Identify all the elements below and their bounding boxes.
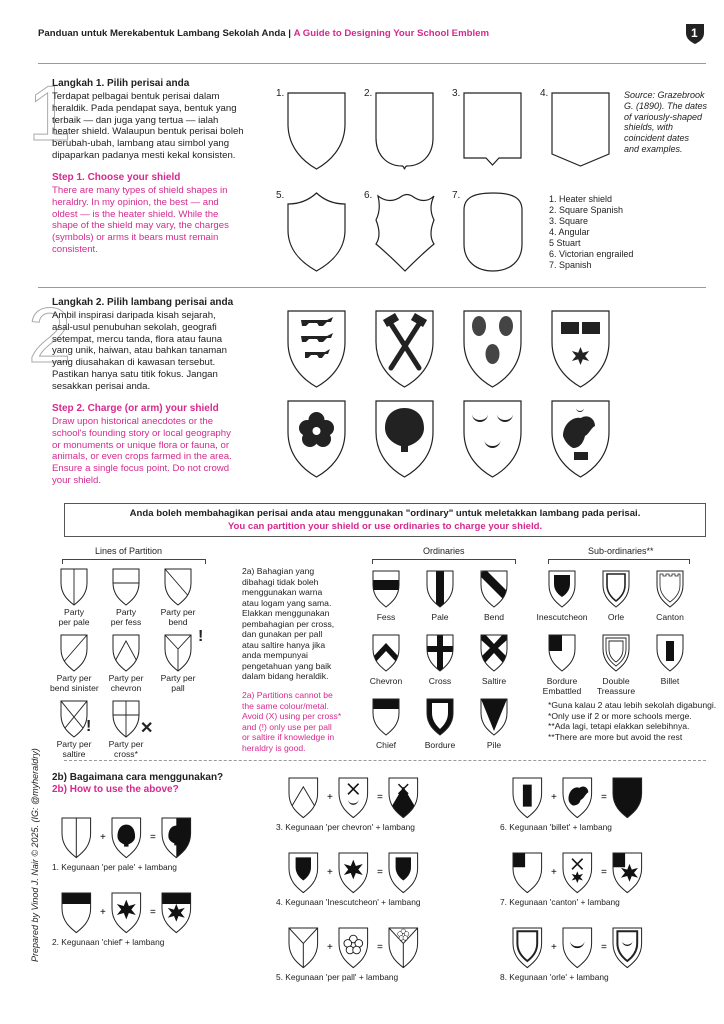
subordinaries-note xyxy=(548,700,716,742)
example-result-shield-3 xyxy=(389,778,418,822)
step2-body-ms-line: sesakkan perisai anda. xyxy=(52,380,151,392)
partition-label: Party per fess xyxy=(110,607,142,627)
step1-body-en-line: heraldry. In my opinion, the best — and xyxy=(52,196,219,208)
subordinary-shield-6 xyxy=(657,635,683,671)
step2-body-en-line: Ensure a single focus point. Do not crowd xyxy=(52,463,230,475)
shield-number-1: 1. xyxy=(276,88,285,99)
partition-note-en-line: Avoid (X) using per cross* xyxy=(242,711,342,721)
square-spanish-shield-shape xyxy=(375,92,435,170)
ordinary-shield-2 xyxy=(427,571,453,611)
step2-body-ms-line: yang unik, haiwan, atau bahkan tanaman xyxy=(52,345,227,357)
example-base-shield-4 xyxy=(289,853,318,893)
subordinary-label: Billet xyxy=(660,676,680,686)
example-base-shield-1 xyxy=(62,818,91,862)
partition-shield-2 xyxy=(113,569,139,605)
brand-logo-number: 1 xyxy=(691,26,698,40)
wheat-sheaves-shield xyxy=(463,310,523,390)
shield-legend-item-line: 5 Stuart xyxy=(549,238,581,248)
subordinaries-note-line: **There are more but avoid the rest xyxy=(548,731,683,742)
partition-note-ms-line: Elakkan menggunakan xyxy=(242,608,330,618)
partition-shield-3 xyxy=(165,569,191,605)
equals-sign: = xyxy=(601,792,607,803)
book-and-sun-shield xyxy=(551,310,611,390)
step2-body-ms-line: Pastikan hanya satu titik fokus. Jangan xyxy=(52,368,218,380)
partition-note-ms-line: 2a) Bahagian yang xyxy=(242,566,315,576)
ordinary-label: Pile xyxy=(486,740,502,750)
example-label: 8. Kegunaan 'orle' + lambang xyxy=(500,972,609,982)
partition-note-ms xyxy=(242,566,334,682)
plus-sign: + xyxy=(100,832,106,843)
page-header xyxy=(38,28,489,39)
subordinaries-note-line: *Only use if 2 or more schools merge. xyxy=(548,710,692,721)
plus-sign: + xyxy=(327,942,333,953)
example-charge-shield-7 xyxy=(563,853,592,893)
shield-source-line: shields, with xyxy=(624,122,674,133)
step2-body-ms xyxy=(52,310,227,393)
ordinary-shield-6 xyxy=(479,633,509,671)
example-label: 3. Kegunaan 'per chevron' + lambang xyxy=(276,822,415,832)
step1-body-en-line: shape of the shield may vary, the charges xyxy=(52,220,229,232)
step1-divider xyxy=(38,287,706,288)
partition-note-ms-line: atau saltire hanya jika xyxy=(242,639,326,650)
step1-body-en-line: There are many types of shield shapes in xyxy=(52,185,228,196)
example-charge-shield-1 xyxy=(112,818,141,858)
banner-text-ms: Anda boleh membahagikan perisai anda atau menggunakan "ordinary" untuk meletakkan lambang pada perisai. xyxy=(129,508,641,519)
header-separator: | xyxy=(288,28,291,39)
step1-number: 1 xyxy=(28,69,72,157)
shield-legend-item-line: 2. Square Spanish xyxy=(549,205,624,215)
subordinaries-note-line: *Guna kalau 2 atau lebih sekolah digabungi. xyxy=(548,700,717,710)
subordinaries-note-line: **Ada lagi, tetapi elakkan selebihnya. xyxy=(548,721,690,731)
partition-note-en-line: heraldry is good. xyxy=(242,742,306,753)
example-result-shield-1 xyxy=(162,818,191,862)
plus-sign: + xyxy=(327,867,333,878)
shield-source-line: coincident dates xyxy=(624,133,690,144)
step2-body-ms-line: yang diusahakan di kawasan tersebut. xyxy=(52,357,216,369)
step1-body-en-line: oldest — is the heater shield. While the xyxy=(52,208,219,220)
header-title-ms: Panduan untuk Merekabentuk Lambang Sekolah Anda xyxy=(38,28,286,39)
example-charge-shield-6 xyxy=(563,778,592,818)
three-lions-shield xyxy=(287,310,347,390)
example-base-shield-6 xyxy=(513,778,542,818)
partition-title: Lines of Partition xyxy=(95,546,163,556)
subordinary-shield-5 xyxy=(603,635,629,671)
step2-body-ms-line: setempat, mercu tanda, flora atau fauna xyxy=(52,333,223,345)
brand-shield-logo xyxy=(686,24,704,44)
partition-banner xyxy=(64,503,706,537)
step2-number: 2 xyxy=(28,291,72,379)
shield-legend-item-line: 1. Heater shield xyxy=(549,194,613,204)
header-divider xyxy=(38,63,706,64)
partition-shields xyxy=(60,568,210,748)
step1-body-ms-line: heater shield. Walaupun bentuk perisai boleh xyxy=(52,126,244,138)
step1-body-ms-line: terbaik — dan juga yang tertua — ialah xyxy=(52,114,219,126)
partition-label: Party per saltire xyxy=(56,739,92,759)
heater-shield-shape xyxy=(287,92,347,172)
shield-source-line: and examples. xyxy=(624,143,683,154)
subordinary-label: Canton xyxy=(656,612,684,622)
example-charge-shield-2 xyxy=(112,893,141,933)
example-label: 6. Kegunaan 'billet' + lambang xyxy=(500,822,612,832)
example-label: 4. Kegunaan 'Inescutcheon' + lambang xyxy=(276,897,421,907)
spanish-shield-shape xyxy=(463,192,525,274)
ordinary-shield-8 xyxy=(427,699,453,735)
ordinary-label: Bordure xyxy=(424,740,456,750)
example-result-shield-4 xyxy=(389,853,418,893)
example-result-shield-2 xyxy=(162,893,191,933)
howto-heading-en: 2b) How to use the above? xyxy=(52,784,179,795)
partition-shield-5 xyxy=(113,635,139,671)
example-label: 7. Kegunaan 'canton' + lambang xyxy=(500,897,620,907)
partition-note-ms-line: menggunakan warna xyxy=(242,587,323,597)
author-credit: Prepared by Vinod J. Nair © 2025. (IG: @myheraldry) xyxy=(30,748,40,962)
example-base-shield-8 xyxy=(513,928,542,968)
partition-shield-1 xyxy=(61,569,87,609)
partition-note-en-line: the same colour/metal. xyxy=(242,700,329,711)
partition-note-en xyxy=(242,690,341,753)
subordinary-shield-1 xyxy=(549,571,575,607)
howto-divider xyxy=(64,760,706,761)
shield-number-5: 5. xyxy=(276,190,285,201)
step2-body-en-line: or monuments or unique flora or fauna, or xyxy=(52,439,230,451)
crossed-hammers-shield xyxy=(375,310,435,390)
partition-shield-7 xyxy=(61,701,87,737)
step1-body-ms-line: berubah-ubah, lambang atau simbol yang xyxy=(52,138,230,150)
shield-legend-item-line: 7. Spanish xyxy=(549,260,592,270)
ordinary-label: Saltire xyxy=(481,676,507,686)
lion-crescent-shield xyxy=(551,400,611,480)
equals-sign: = xyxy=(150,832,156,843)
partition-note-en-line: and (!) only use per pall xyxy=(242,721,332,732)
ordinary-shield-4 xyxy=(373,635,399,671)
ordinary-label: Chief xyxy=(375,740,397,750)
example-base-shield-7 xyxy=(513,853,542,893)
victorian-engrailed-shield-shape xyxy=(372,192,438,274)
shield-legend-item-line: 4. Angular xyxy=(549,227,590,237)
shield-number-7: 7. xyxy=(452,190,461,201)
partition-note-ms-line: dalam bidang heraldik. xyxy=(242,671,329,681)
partition-note-ms-line: dibahagi tidak boleh xyxy=(242,576,319,587)
angular-shield-shape xyxy=(551,92,611,170)
equals-sign: = xyxy=(150,907,156,918)
equals-sign: = xyxy=(377,867,383,878)
warn-mark-pall: ! xyxy=(198,628,204,645)
warn-mark-saltire: ! xyxy=(86,718,92,735)
subordinary-label: Inescutcheon xyxy=(536,612,588,622)
ordinary-label: Chevron xyxy=(369,676,403,686)
scallop-shell-shield xyxy=(375,400,435,480)
equals-sign: = xyxy=(601,867,607,878)
plus-sign: + xyxy=(327,792,333,803)
subordinary-label: Orle xyxy=(607,612,625,622)
shield-source-note xyxy=(624,90,707,155)
shield-legend-item-line: 6. Victorian engrailed xyxy=(549,249,634,259)
shield-number-4: 4. xyxy=(540,88,549,99)
plus-sign: + xyxy=(100,907,106,918)
avoid-mark-cross: ✕ xyxy=(140,720,154,737)
example-charge-shield-4 xyxy=(339,853,368,893)
partition-note-ms-line: pengetahuan yang baik xyxy=(242,660,332,671)
subordinary-shield-2 xyxy=(603,571,629,607)
partition-shield-6 xyxy=(165,635,191,675)
equals-sign: = xyxy=(377,942,383,953)
ordinary-shield-9 xyxy=(481,699,507,735)
ordinary-shield-3 xyxy=(479,569,511,607)
partition-label: Party per pall xyxy=(160,673,196,693)
step2-body-ms-line: asal-usul penubuhan sekolah, geografi xyxy=(52,321,217,333)
plus-sign: + xyxy=(551,792,557,803)
ordinaries-shields xyxy=(372,570,522,750)
step2-body-en xyxy=(52,416,232,487)
ordinary-label: Bend xyxy=(483,612,505,622)
subordinaries-bracket xyxy=(548,559,690,564)
step2-heading-en: Step 2. Charge (or arm) your shield xyxy=(52,403,219,414)
shield-legend-item-line: 3. Square xyxy=(549,216,589,226)
example-result-shield-5 xyxy=(389,928,418,972)
equals-sign: = xyxy=(601,942,607,953)
square-shield-shape xyxy=(463,92,523,170)
header-title-en: A Guide to Designing Your School Emblem xyxy=(293,28,490,39)
step1-body-en-line: (symbols) or arms it bears must remain xyxy=(52,232,219,244)
subordinaries-title: Sub-ordinaries** xyxy=(588,546,654,556)
step1-body-ms-line: heraldik. Pada pendapat saya, bentuk yang xyxy=(52,102,237,114)
shield-number-3: 3. xyxy=(452,88,461,99)
partition-label: Party per bend xyxy=(160,607,196,627)
example-label: 5. Kegunaan 'per pall' + lambang xyxy=(276,972,399,982)
step1-heading-ms: Langkah 1. Pilih perisai anda xyxy=(52,78,190,89)
example-result-shield-8 xyxy=(613,928,642,968)
partition-note-en-line: 2a) Partitions cannot be xyxy=(242,690,333,700)
step1-body-ms-line: Terdapat pelbagai bentuk perisai dalam xyxy=(52,91,220,102)
three-crescents-shield xyxy=(463,400,523,480)
subordinaries-shields xyxy=(548,570,698,680)
partition-note-ms-line: anda mempunyai xyxy=(242,650,308,660)
example-label: 1. Kegunaan 'per pale' + lambang xyxy=(52,862,177,872)
subordinary-label: Double Treassure xyxy=(596,676,636,696)
step1-body-en-line: consistent. xyxy=(52,243,98,255)
ordinary-label: Cross xyxy=(428,676,452,686)
subordinary-shield-3 xyxy=(657,571,683,607)
howto-heading-ms: 2b) Bagaimana cara menggunakan? xyxy=(52,772,224,783)
shield-source-line: G. (1890). The dates xyxy=(624,100,708,111)
shield-number-6: 6. xyxy=(364,190,373,201)
partition-shield-8 xyxy=(113,701,139,741)
ordinaries-title: Ordinaries xyxy=(423,546,465,556)
shield-legend-list xyxy=(549,194,633,271)
partition-note-en-line: or saltire if knowledge in xyxy=(242,732,335,742)
step1-heading-en: Step 1. Choose your shield xyxy=(52,172,181,183)
example-base-shield-2 xyxy=(62,893,91,933)
subordinary-shield-4 xyxy=(549,635,575,671)
ordinary-shield-1 xyxy=(373,571,399,607)
ordinary-label: Pale xyxy=(431,612,449,622)
shield-source-line: Source: Grazebrook xyxy=(624,90,705,100)
step2-body-en-line: your shield. xyxy=(52,474,102,486)
partition-note-ms-line: atau logam yang sama. xyxy=(242,597,332,608)
partition-label: Party per bend sinister xyxy=(50,673,99,693)
step2-body-en-line: school's founding story or local geography xyxy=(52,427,231,439)
example-result-shield-6 xyxy=(613,778,642,822)
partition-note-ms-line: dan gunakan per pall xyxy=(242,629,323,639)
partition-note-ms-line: pembahagian per cross, xyxy=(242,618,335,629)
partition-label: Party per chevron xyxy=(108,673,144,693)
step1-body-ms xyxy=(52,91,244,162)
step2-body-en-line: animals, or even crops farmed in the area. xyxy=(52,451,232,463)
shield-source-line: of variously-shaped xyxy=(624,111,703,122)
partition-bracket xyxy=(62,559,206,564)
example-charge-shield-3 xyxy=(339,778,368,818)
example-label: 2. Kegunaan 'chief' + lambang xyxy=(52,937,165,947)
banner-text-en: You can partition your shield or use ordinaries to charge your shield. xyxy=(227,521,543,532)
equals-sign: = xyxy=(377,792,383,803)
ordinary-label: Fess xyxy=(376,612,396,622)
example-base-shield-3 xyxy=(289,778,318,818)
partition-label: Party per cross* xyxy=(108,739,144,759)
partition-label: Party per pale xyxy=(58,607,90,627)
plus-sign: + xyxy=(551,867,557,878)
example-result-shield-7 xyxy=(613,853,642,893)
ordinary-shield-5 xyxy=(427,635,453,675)
step2-body-ms-line: Ambil inspirasi daripada kisah sejarah, xyxy=(52,310,216,321)
example-charge-shield-8 xyxy=(563,928,592,968)
rose-shield xyxy=(287,400,347,480)
step2-heading-ms: Langkah 2. Pilih lambang perisai anda xyxy=(52,297,234,308)
shield-number-2: 2. xyxy=(364,88,373,99)
plus-sign: + xyxy=(551,942,557,953)
example-charge-shield-5 xyxy=(339,928,368,968)
step2-body-en-line: Draw upon historical anecdotes or the xyxy=(52,416,214,427)
step1-body-en xyxy=(52,185,229,256)
subordinary-label: Bordure Embattled xyxy=(542,676,582,696)
step1-body-ms-line: dipaparkan padanya mesti kekal konsisten. xyxy=(52,149,236,161)
ordinary-shield-7 xyxy=(373,699,399,735)
stuart-shield-shape xyxy=(287,192,347,274)
partition-shield-4 xyxy=(61,635,87,671)
ordinaries-bracket xyxy=(372,559,516,564)
example-base-shield-5 xyxy=(289,928,318,972)
